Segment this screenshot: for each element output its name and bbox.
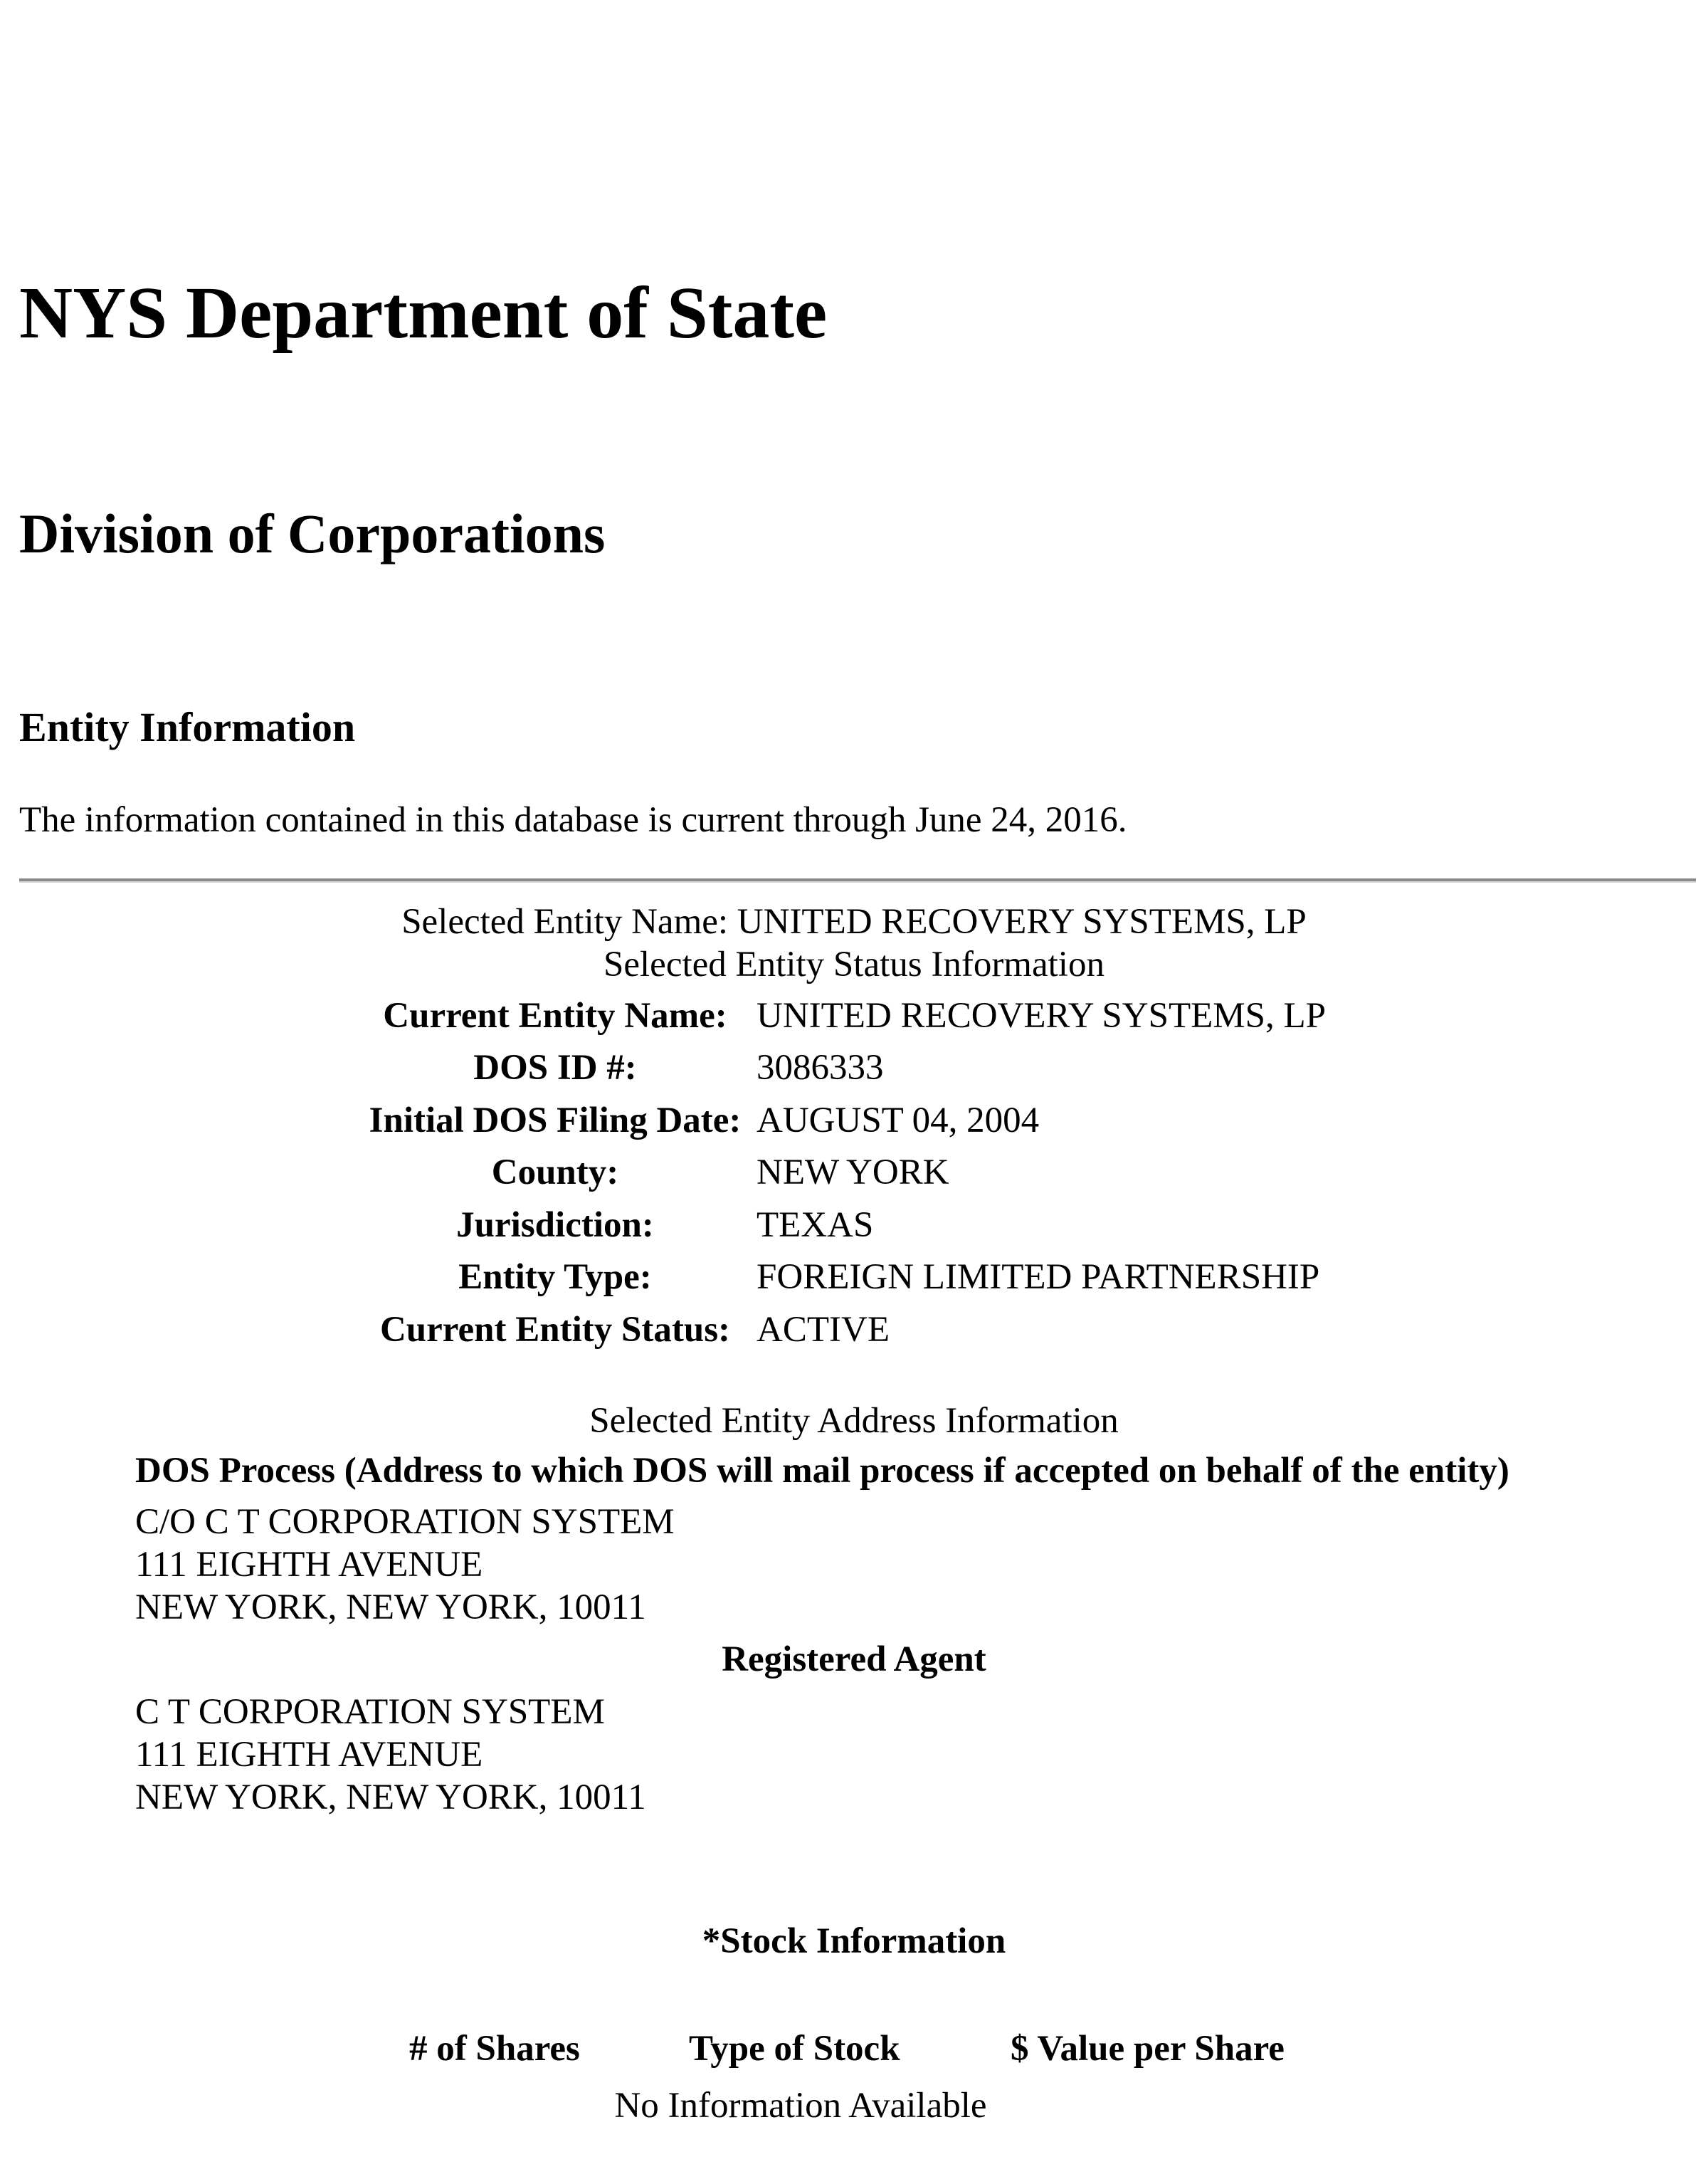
- dos-process-address-line: 111 EIGHTH AVENUE: [135, 1545, 483, 1585]
- dos-process-address-line: C/O C T CORPORATION SYSTEM: [135, 1502, 675, 1542]
- horizontal-divider: [19, 878, 1696, 883]
- stock-column-shares: # of Shares: [409, 2029, 580, 2069]
- page-title: NYS Department of State: [19, 272, 828, 354]
- registered-agent-address-line: NEW YORK, NEW YORK, 10011: [135, 1777, 646, 1817]
- field-value-entity-status: ACTIVE: [757, 1310, 890, 1350]
- field-value-jurisdiction: TEXAS: [757, 1205, 874, 1245]
- registered-agent-label: Registered Agent: [722, 1639, 986, 1679]
- address-info-heading: Selected Entity Address Information: [589, 1401, 1119, 1441]
- stock-column-value: $ Value per Share: [1011, 2029, 1285, 2069]
- field-value-filing-date: AUGUST 04, 2004: [757, 1101, 1040, 1140]
- field-label-entity-type: Entity Type:: [458, 1257, 652, 1297]
- field-value-county: NEW YORK: [757, 1152, 949, 1192]
- field-label-jurisdiction: Jurisdiction:: [456, 1205, 654, 1245]
- field-label-county: County:: [491, 1152, 619, 1192]
- field-value-entity-type: FOREIGN LIMITED PARTNERSHIP: [757, 1257, 1320, 1297]
- field-label-current-entity-name: Current Entity Name:: [383, 996, 727, 1036]
- field-label-filing-date: Initial DOS Filing Date:: [369, 1101, 742, 1140]
- dos-process-label: DOS Process (Address to which DOS will mail process if accepted on behalf of the entity): [135, 1451, 1509, 1491]
- division-heading: Division of Corporations: [19, 503, 606, 564]
- stock-info-heading: *Stock Information: [702, 1921, 1006, 1961]
- field-label-entity-status: Current Entity Status:: [379, 1310, 731, 1350]
- field-value-current-entity-name: UNITED RECOVERY SYSTEMS, LP: [757, 996, 1327, 1036]
- stock-empty-message: No Information Available: [614, 2086, 987, 2126]
- selected-entity-name: Selected Entity Name: UNITED RECOVERY SYSTEMS, LP: [401, 902, 1307, 942]
- registered-agent-address-line: 111 EIGHTH AVENUE: [135, 1735, 483, 1775]
- stock-column-type: Type of Stock: [689, 2029, 900, 2069]
- field-label-dos-id: DOS ID #:: [473, 1048, 637, 1088]
- status-info-heading: Selected Entity Status Information: [603, 945, 1105, 984]
- currency-note: The information contained in this database is current through June 24, 2016.: [19, 800, 1127, 840]
- field-value-dos-id: 3086333: [757, 1048, 884, 1088]
- dos-process-address-line: NEW YORK, NEW YORK, 10011: [135, 1587, 646, 1627]
- section-heading: Entity Information: [19, 704, 356, 750]
- registered-agent-address-line: C T CORPORATION SYSTEM: [135, 1692, 605, 1732]
